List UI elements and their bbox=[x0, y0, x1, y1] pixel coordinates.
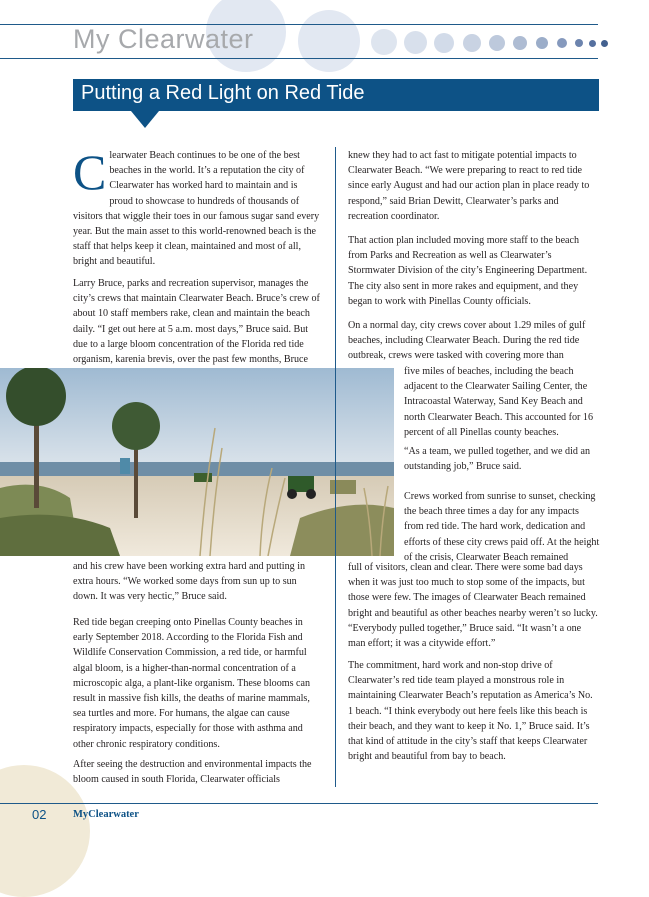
column2-paragraph1: knew they had to act fast to mitigate potential impacts to Clearwater Beach. “We were preparing to react to red tide since early August and had our action plan in place ready to respond,” said Brian Dewitt, Clearwater’s parks and recreation coordinator. bbox=[348, 150, 590, 222]
column2-paragraph4: “As a team, we pulled together, and we did an outstanding job,” Bruce said. bbox=[404, 446, 590, 473]
footer-rule bbox=[0, 803, 598, 804]
column1-paragraph3: and his crew have been working extra hard and putting in extra hours. “We worked some days from sun up to sun down. It was very hectic,” Bruce said. bbox=[73, 561, 306, 603]
headline-banner bbox=[73, 79, 599, 111]
column1-paragraph4: Red tide began creeping onto Pinellas County beaches in early September 2018. According to the Florida Fish and Wildlife Conservation Commission, a red tide, or harmful algal bloom, is a higher-than-normal concentration of a microscopic alga, a plant-like organism. These blooms can result in massive fish kills, the deaths of marine mammals, sea turtles and more. For humans, the algae can cause respiratory impacts, especially for those with asthma and other chronic respiratory conditions. bbox=[73, 617, 311, 750]
masthead-title: My Clearwater bbox=[73, 24, 254, 54]
page-number: 02 bbox=[32, 807, 47, 822]
column1-paragraph5: After seeing the destruction and environmental impacts the bloom caused in south Florida, Clearwater officials bbox=[73, 759, 312, 786]
column1-paragraph2: Larry Bruce, parks and recreation supervisor, manages the city’s crews that maintain Clearwater Beach. Bruce’s crew of about 10 staff members rake, clean and maintain the beach daily. “I get out here at 5 a.m. most days,” Bruce said. But due to a large bloom concentration of the Florida red tide organism, karenia brevis, over the past few months, Bruce bbox=[73, 278, 320, 366]
column2-paragraph3a: On a normal day, city crews cover about 1.29 miles of gulf beaches, including Clearwater Beach. During the red tide outbreak, crews were tasked with covering more than bbox=[348, 320, 586, 362]
article-headline: Putting a Red Light on Red Tide bbox=[81, 82, 365, 104]
footer-magazine-name: MyClearwater bbox=[73, 809, 139, 820]
column1-paragraph1: Clearwater Beach continues to be one of the best beaches in the world. It’s a reputation the city of Clearwater has worked hard to maintain and is proud to showcase to hundreds of thousands of visitors that wiggle their toes in our famous sugar sand every year. But the main asset to this world-renowned beach is the staff that helps keep it clean, maintained and most of all, bright and beautiful. bbox=[73, 144, 320, 268]
column2-paragraph3b: five miles of beaches, including the beach adjacent to the Clearwater Sailing Center, the Intracoastal Waterway, Sand Key Beach and north Clearwater Beach. This accounted for 16 percent of all Pinellas county beaches. bbox=[404, 366, 594, 438]
drop-cap: C bbox=[73, 144, 107, 200]
masthead-bottom-rule bbox=[0, 58, 598, 59]
banner-pointer bbox=[131, 111, 159, 128]
column-divider bbox=[335, 147, 336, 787]
column2-paragraph6: The commitment, hard work and non-stop drive of Clearwater’s red tide team played a monstrous role in maintaining Clearwater Beach’s reputation as America’s No. 1 beach. “I think everybody out here feels like this beach is their beach, and they want to keep it No. 1,” Bruce said. It’s that kind of attitude in the city’s staff that keeps Clearwater bright and beautiful from bay to beach. bbox=[348, 660, 593, 763]
column2-paragraph5b: full of visitors, clean and clear. There were some bad days when it was just too much to stop some of the impacts, but those were few. The images of Clearwater Beach remained bright and beautiful as other beaches nearby weren’t so lucky. “Everybody pulled together,” Bruce said. “It wasn’t a one man effort; it was a citywide effort.” bbox=[348, 562, 598, 650]
decor-circle-large bbox=[298, 10, 360, 72]
column2-paragraph2: That action plan included moving more staff to the beach from Parks and Recreation as well as Clearwater’s Stormwater Division of the city’s Engineering Department. The city also sent in more rakes and equipment, and they began to work with Pinellas County officials. bbox=[348, 235, 588, 307]
column2-paragraph5a: Crews worked from sunrise to sunset, checking the beach three times a day for any impacts from red tide. The hard work, dedication and efforts of these city crews paid off. At the height of the crisis, Clearwater Beach remained bbox=[404, 491, 600, 563]
